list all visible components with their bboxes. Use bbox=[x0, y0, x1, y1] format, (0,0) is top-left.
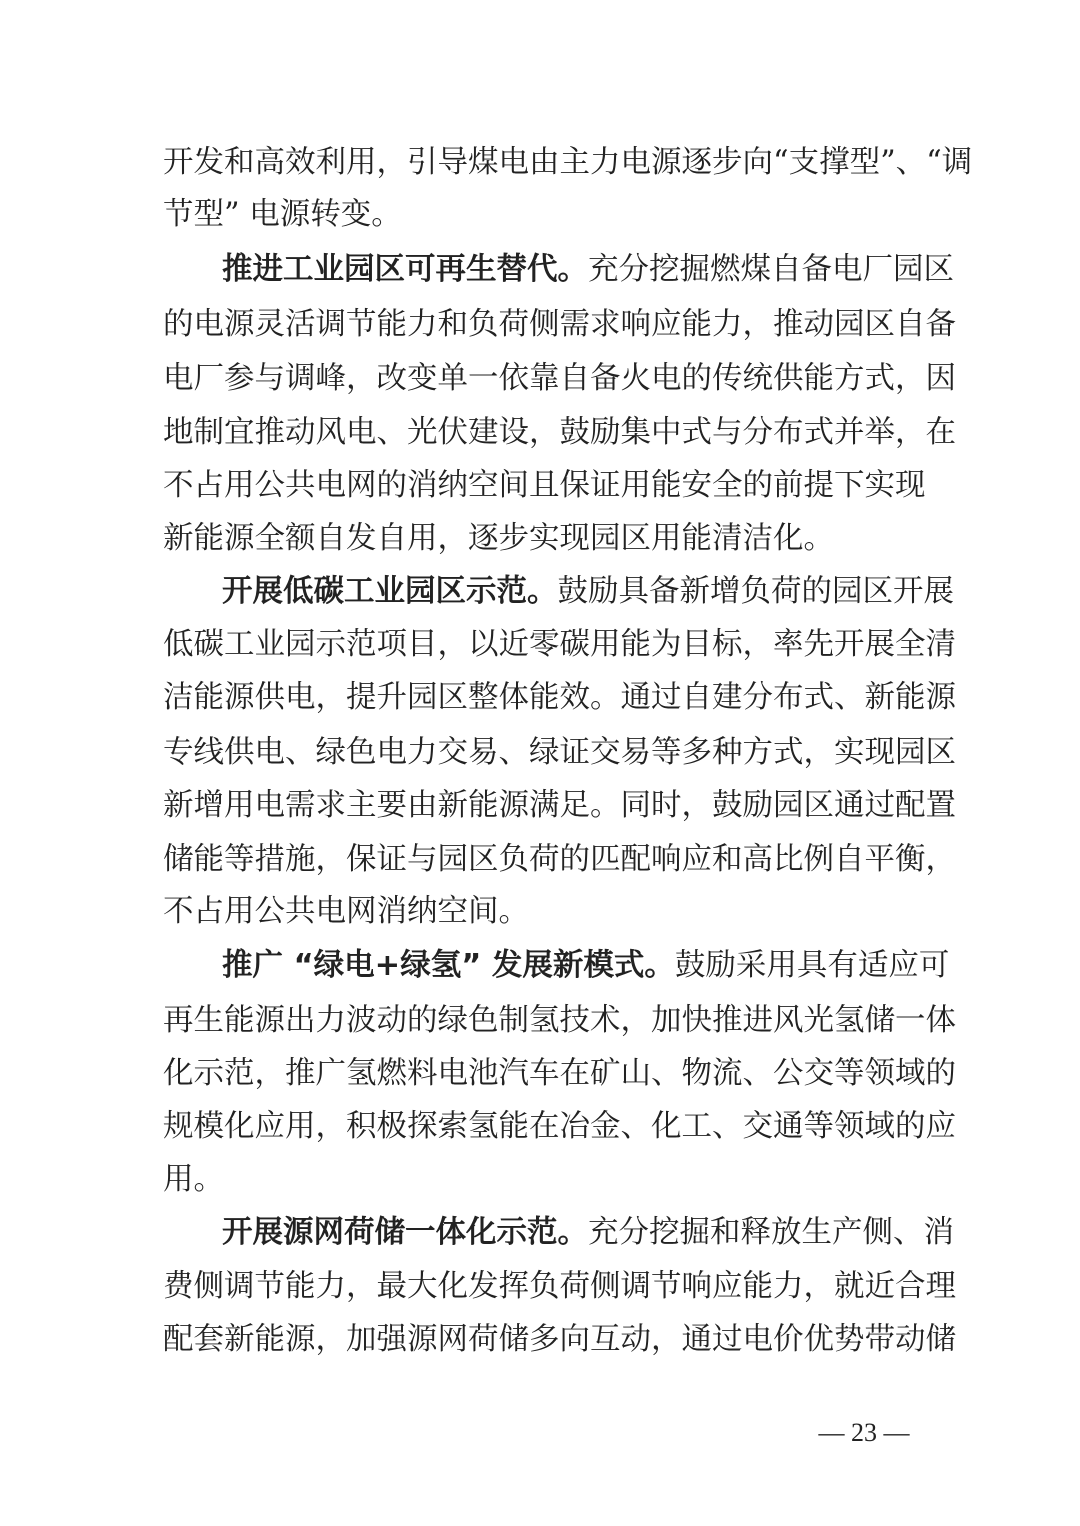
paragraph-first-line bbox=[222, 572, 954, 612]
text-line: 不占用公共电网的消纳空间且保证用能安全的前提下实现 bbox=[163, 468, 926, 503]
paragraph-first-line bbox=[222, 250, 954, 290]
page-number: — 23 — bbox=[818, 1418, 910, 1447]
paragraph-first-line bbox=[222, 946, 950, 986]
paragraph-text: 鼓励采用具有适应可 bbox=[674, 948, 950, 983]
text-line: 化示范，推广氢燃料电池汽车在矿山、物流、公交等领域的 bbox=[163, 1056, 956, 1091]
text-line: 低碳工业园示范项目，以近零碳用能为目标，率先开展全清 bbox=[163, 627, 956, 662]
text-line: 洁能源供电，提升园区整体能效。通过自建分布式、新能源 bbox=[163, 680, 956, 715]
text-line: 储能等措施，保证与园区负荷的匹配响应和高比例自平衡， bbox=[163, 842, 956, 877]
text-line: 用。 bbox=[163, 1162, 224, 1197]
text-line: 再生能源出力波动的绿色制氢技术，加快推进风光氢储一体 bbox=[163, 1003, 956, 1038]
text-line: 专线供电、绿色电力交易、绿证交易等多种方式，实现园区 bbox=[163, 735, 956, 770]
text-line: 开发和高效利用，引导煤电由主力电源逐步向“支撑型”、“调 bbox=[163, 145, 973, 180]
text-line: 电厂参与调峰，改变单一依靠自备火电的传统供能方式，因 bbox=[163, 361, 956, 396]
text-line: 新能源全额自发自用，逐步实现园区用能清洁化。 bbox=[163, 521, 834, 556]
paragraph-heading: 推广 “绿电+绿氢” 发展新模式。 bbox=[222, 948, 675, 983]
text-line: 新增用电需求主要由新能源满足。同时，鼓励园区通过配置 bbox=[163, 788, 956, 823]
text-line: 费侧调节能力，最大化发挥负荷侧调节响应能力，就近合理 bbox=[163, 1269, 956, 1304]
text-line: 的电源灵活调节能力和负荷侧需求响应能力，推动园区自备 bbox=[163, 307, 956, 342]
paragraph-first-line bbox=[222, 1213, 954, 1253]
paragraph-text: 充分挖掘和释放生产侧、消 bbox=[588, 1215, 954, 1250]
text-line: 节型” 电源转变。 bbox=[163, 197, 402, 232]
paragraph-text: 鼓励具备新增负荷的园区开展 bbox=[557, 574, 954, 609]
paragraph-heading: 开展低碳工业园区示范。 bbox=[222, 574, 558, 609]
text-line: 规模化应用，积极探索氢能在冶金、化工、交通等领域的应 bbox=[163, 1109, 956, 1144]
text-line: 配套新能源，加强源网荷储多向互动，通过电价优势带动储 bbox=[163, 1322, 956, 1357]
paragraph-text: 充分挖掘燃煤自备电厂园区 bbox=[588, 252, 954, 287]
paragraph-heading: 开展源网荷储一体化示范。 bbox=[222, 1215, 588, 1250]
paragraph-heading: 推进工业园区可再生替代。 bbox=[222, 252, 588, 287]
text-line: 地制宜推动风电、光伏建设，鼓励集中式与分布式并举，在 bbox=[163, 415, 956, 450]
text-line: 不占用公共电网消纳空间。 bbox=[163, 894, 529, 929]
